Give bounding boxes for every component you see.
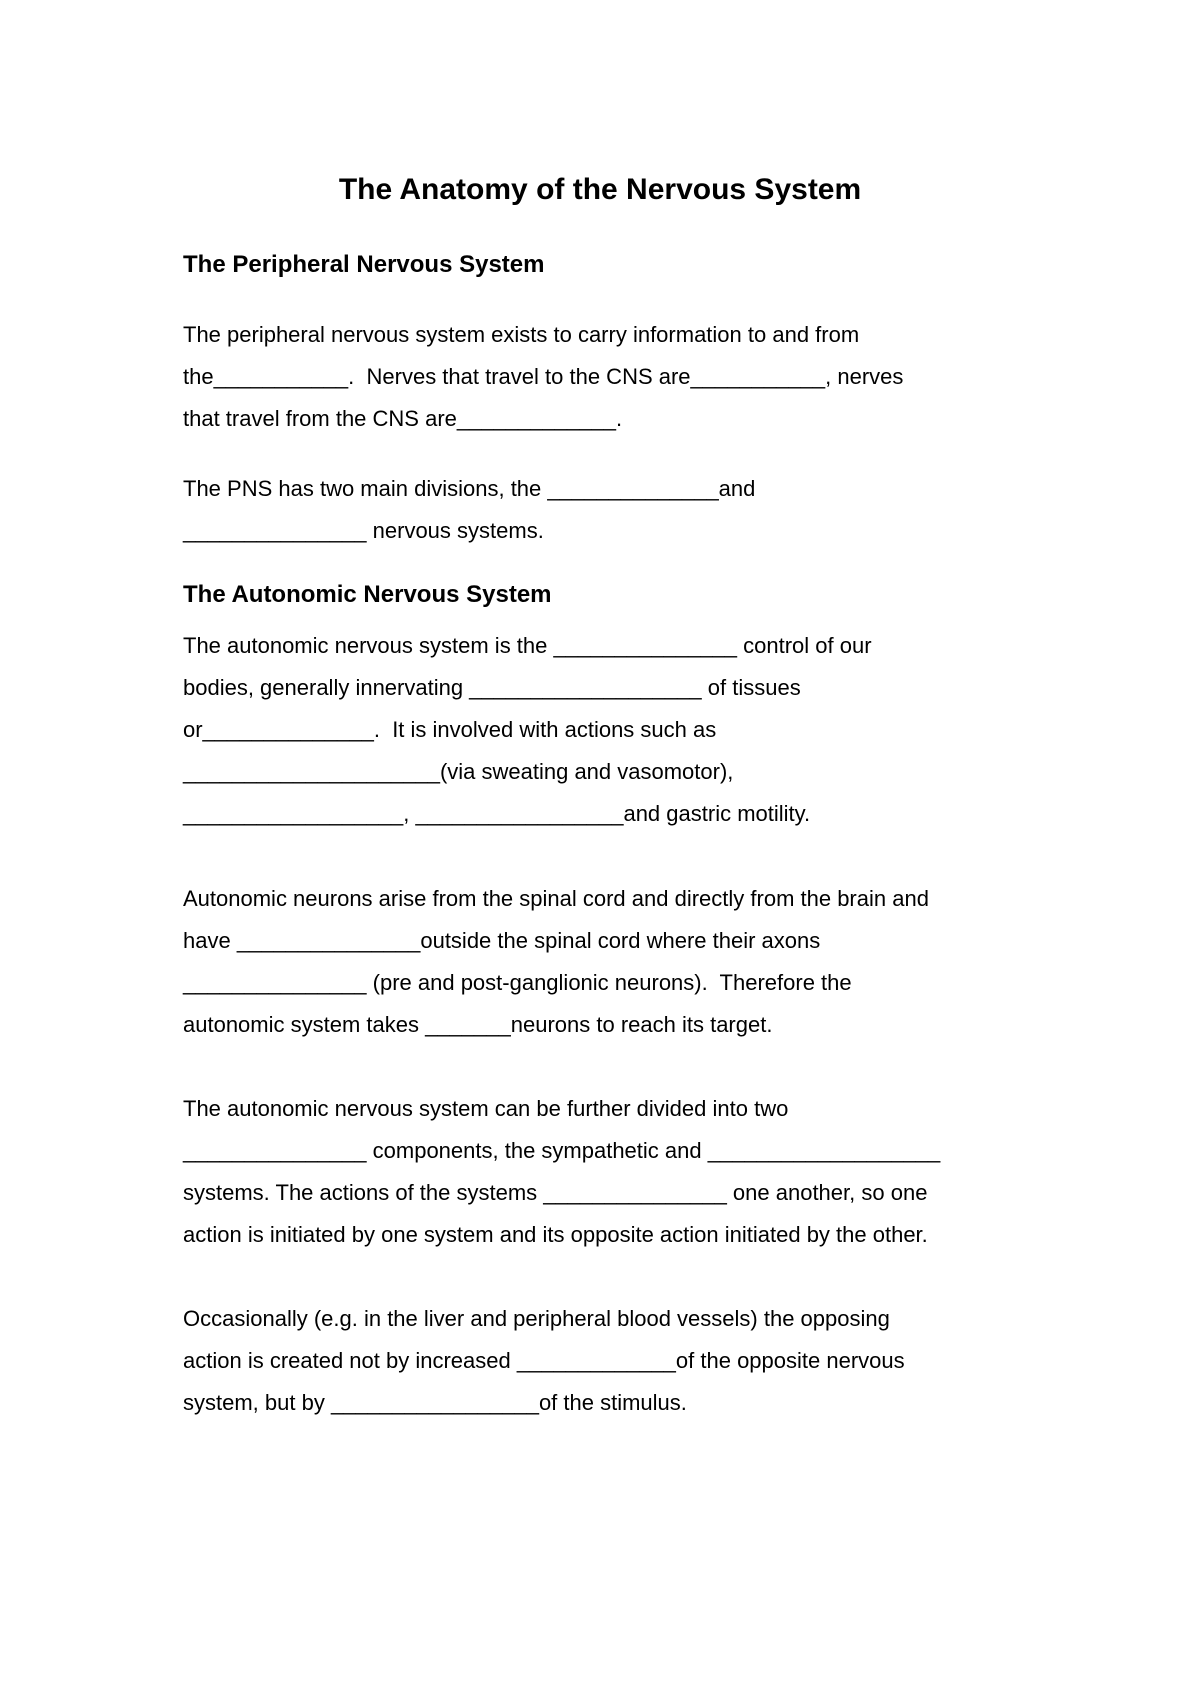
section-heading-peripheral: The Peripheral Nervous System bbox=[183, 251, 545, 278]
text-line: __________________, _________________and gastric motility. bbox=[183, 801, 811, 826]
section-heading-autonomic: The Autonomic Nervous System bbox=[183, 581, 552, 608]
text-line: Occasionally (e.g. in the liver and peripheral blood vessels) the opposing bbox=[183, 1306, 890, 1331]
text-line: Autonomic neurons arise from the spinal cord and directly from the brain and bbox=[183, 886, 929, 911]
text-line: autonomic system takes _______neurons to reach its target. bbox=[183, 1012, 773, 1037]
text-line: system, but by _________________of the stimulus. bbox=[183, 1390, 687, 1415]
paragraph-pns-divisions bbox=[183, 468, 1063, 552]
text-line: bodies, generally innervating ___________________ of tissues bbox=[183, 675, 801, 700]
text-line: _______________ nervous systems. bbox=[183, 518, 544, 543]
text-line: that travel from the CNS are_____________. bbox=[183, 406, 623, 431]
paragraph-ans-divisions bbox=[183, 1088, 1063, 1256]
text-line: _____________________(via sweating and vasomotor), bbox=[183, 759, 734, 784]
text-line: The autonomic nervous system is the _______________ control of our bbox=[183, 633, 872, 658]
paragraph-pns-information bbox=[183, 314, 1063, 440]
text-line: systems. The actions of the systems _______________ one another, so one bbox=[183, 1180, 928, 1205]
paragraph-ans-control bbox=[183, 625, 1063, 835]
text-line: _______________ components, the sympathetic and ___________________ bbox=[183, 1138, 941, 1163]
page-title: The Anatomy of the Nervous System bbox=[338, 173, 862, 206]
text-line: action is created not by increased _____________of the opposite nervous bbox=[183, 1348, 905, 1373]
text-line: The PNS has two main divisions, the ______________and bbox=[183, 476, 756, 501]
paragraph-autonomic-neurons bbox=[183, 878, 1063, 1046]
text-line: The peripheral nervous system exists to carry information to and from bbox=[183, 322, 860, 347]
text-line: or______________. It is involved with actions such as bbox=[183, 717, 717, 742]
text-line: The autonomic nervous system can be further divided into two bbox=[183, 1096, 789, 1121]
text-line: action is initiated by one system and its opposite action initiated by the other. bbox=[183, 1222, 928, 1247]
text-line: _______________ (pre and post-ganglionic neurons). Therefore the bbox=[183, 970, 852, 995]
paragraph-opposing-action bbox=[183, 1298, 1063, 1424]
text-line: the___________. Nerves that travel to the CNS are___________, nerves bbox=[183, 364, 904, 389]
text-line: have _______________outside the spinal cord where their axons bbox=[183, 928, 821, 953]
